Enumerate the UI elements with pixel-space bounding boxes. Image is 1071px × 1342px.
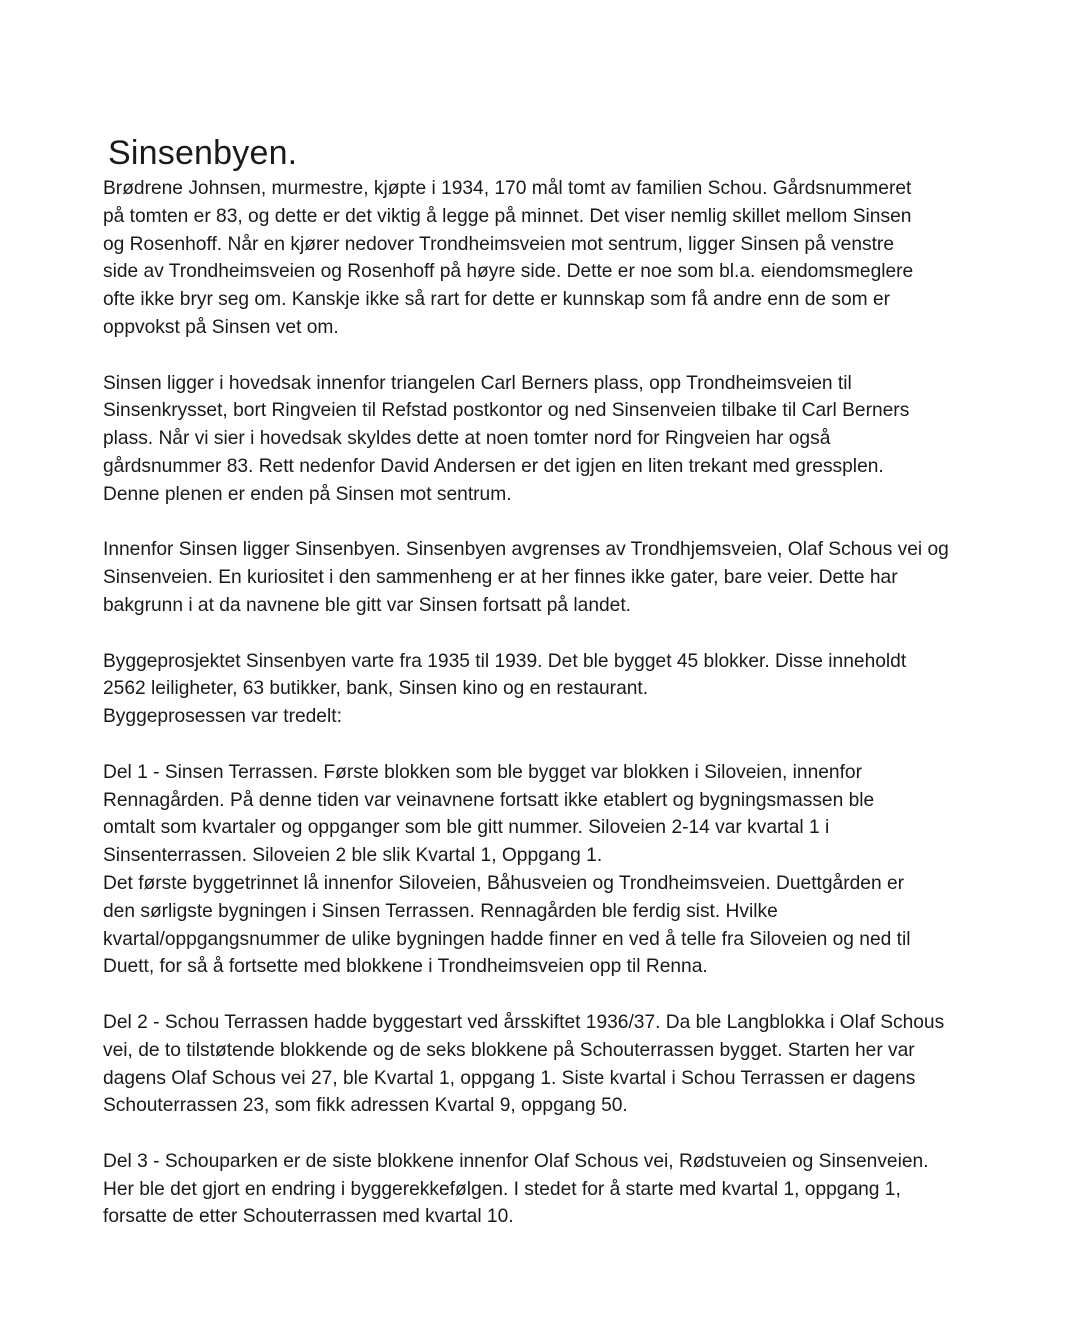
- document-body: [103, 175, 1013, 1231]
- text-line: Innenfor Sinsen ligger Sinsenbyen. Sinsenbyen avgrenses av Trondhjemsveien, Olaf Schous vei og: [103, 539, 949, 561]
- text-line: Duett, for så å fortsette med blokkene i Trondheimsveien opp til Renna.: [103, 956, 708, 978]
- paragraph: [103, 648, 1013, 731]
- paragraph: [103, 370, 1013, 509]
- text-line: Denne plenen er enden på Sinsen mot sentrum.: [103, 483, 512, 505]
- text-line: på tomten er 83, og dette er det viktig å legge på minnet. Det viser nemlig skillet mellom Sinsen: [103, 205, 912, 227]
- text-line: gårdsnummer 83. Rett nedenfor David Andersen er det igjen en liten trekant med gressplen.: [103, 455, 884, 477]
- text-line: side av Trondheimsveien og Rosenhoff på høyre side. Dette er noe som bl.a. eiendomsmeglere: [103, 261, 914, 283]
- text-line: Sinsenveien. En kuriositet i den sammenheng er at her finnes ikke gater, bare veier. Dette har: [103, 567, 898, 589]
- text-line: dagens Olaf Schous vei 27, ble Kvartal 1, oppgang 1. Siste kvartal i Schou Terrassen er dagens: [103, 1067, 916, 1089]
- text-line: Sinsen ligger i hovedsak innenfor triangelen Carl Berners plass, opp Trondheimsveien til: [103, 372, 852, 394]
- text-line: vei, de to tilstøtende blokkende og de seks blokkene på Schouterrassen bygget. Starten her var: [103, 1039, 915, 1061]
- text-line: forsatte de etter Schouterrassen med kvartal 10.: [103, 1206, 514, 1228]
- text-line: og Rosenhoff. Når en kjører nedover Trondheimsveien mot sentrum, ligger Sinsen på venstre: [103, 233, 894, 255]
- document-title: Sinsenbyen.: [108, 134, 298, 172]
- text-line: plass. Når vi sier i hovedsak skyldes dette at noen tomter nord for Ringveien har også: [103, 428, 831, 450]
- paragraph: [103, 759, 1013, 981]
- paragraph-spacer: [103, 731, 1013, 759]
- text-line: Rennagården. På denne tiden var veinavnene fortsatt ikke etablert og bygningsmassen ble: [103, 789, 875, 811]
- text-line: Schouterrassen 23, som fikk adressen Kvartal 9, oppgang 50.: [103, 1095, 628, 1117]
- text-line: Brødrene Johnsen, murmestre, kjøpte i 1934, 170 mål tomt av familien Schou. Gårdsnummeret: [103, 178, 912, 199]
- text-line: Her ble det gjort en endring i byggerekkefølgen. I stedet for å starte med kvartal 1, oppgang 1,: [103, 1178, 901, 1200]
- text-line: Del 2 - Schou Terrassen hadde byggestart ved årsskiftet 1936/37. Da ble Langblokka i Olaf Schous: [103, 1011, 945, 1033]
- text-line: kvartal/oppgangsnummer de ulike bygningen hadde finner en ved å telle fra Siloveien og ned til: [103, 928, 911, 950]
- text-line: Byggeprosjektet Sinsenbyen varte fra 1935 til 1939. Det ble bygget 45 blokker. Disse inneholdt: [103, 650, 907, 672]
- text-line: Sinsenterrassen. Siloveien 2 ble slik Kvartal 1, Oppgang 1.: [103, 845, 603, 867]
- paragraph-spacer: [103, 342, 1013, 370]
- paragraph-spacer: [103, 981, 1013, 1009]
- text-line: Byggeprosessen var tredelt:: [103, 706, 342, 728]
- paragraph: [103, 536, 1013, 619]
- text-line: omtalt som kvartaler og oppganger som ble gitt nummer. Siloveien 2-14 var kvartal 1 i: [103, 817, 830, 839]
- text-line: Det første byggetrinnet lå innenfor Siloveien, Båhusveien og Trondheimsveien. Duettgården er: [103, 872, 905, 894]
- text-line: 2562 leiligheter, 63 butikker, bank, Sinsen kino og en restaurant.: [103, 678, 649, 700]
- text-line: Sinsenkrysset, bort Ringveien til Refstad postkontor og ned Sinsenveien tilbake til Carl Berners: [103, 400, 910, 422]
- text-line: ofte ikke bryr seg om. Kanskje ikke så rart for dette er kunnskap som få andre enn de som er: [103, 289, 891, 311]
- paragraph: [103, 1009, 1013, 1120]
- text-line: Del 1 - Sinsen Terrassen. Første blokken som ble bygget var blokken i Siloveien, innenfor: [103, 761, 862, 783]
- text-line: den sørligste bygningen i Sinsen Terrassen. Rennagården ble ferdig sist. Hvilke: [103, 900, 778, 922]
- text-line: oppvokst på Sinsen vet om.: [103, 316, 339, 338]
- text-line: bakgrunn i at da navnene ble gitt var Sinsen fortsatt på landet.: [103, 594, 632, 616]
- paragraph-spacer: [103, 1120, 1013, 1148]
- paragraph: [103, 175, 1013, 342]
- paragraph-spacer: [103, 509, 1013, 537]
- text-line: Del 3 - Schouparken er de siste blokkene innenfor Olaf Schous vei, Rødstuveien og Sinsenveien.: [103, 1150, 929, 1172]
- paragraph-spacer: [103, 620, 1013, 648]
- paragraph: [103, 1148, 1013, 1231]
